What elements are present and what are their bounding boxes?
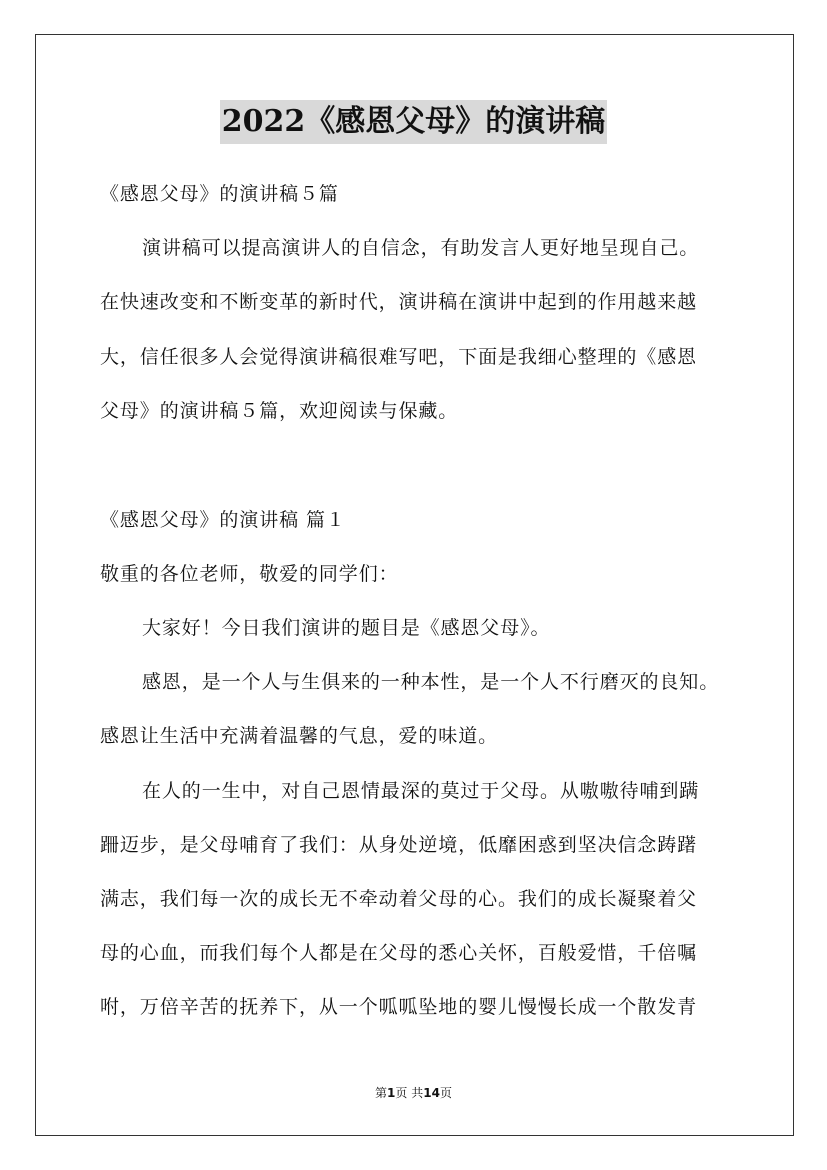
body-line: 感恩让生活中充满着温馨的气息，爱的味道。 [100,725,499,747]
subtitle: 《感恩父母》的演讲稿５篇 [100,183,339,205]
intro-line: 大，信任很多人会觉得演讲稿很难写吧，下面是我细心整理的《感恩 [100,346,698,368]
section-heading: 《感恩父母》的演讲稿 篇１ [100,509,346,531]
body-line: 大家好！今日我们演讲的题目是《感恩父母》。 [142,617,551,639]
body-line: 感恩，是一个人与生俱来的一种本性，是一个人不行磨灭的良知。 [142,671,720,693]
page-suffix: 页 [439,1086,452,1100]
document-title: 2022《感恩父母》的演讲稿 [220,100,608,144]
body-line: 满志，我们每一次的成长无不牵动着父母的心。我们的成长凝聚着父 [100,888,698,910]
page-prefix: 第 [375,1086,388,1100]
page-current: 1 [387,1086,396,1100]
body-line: 在人的一生中，对自己恩情最深的莫过于父母。从嗷嗷待哺到蹒 [142,780,700,802]
page-total: 14 [423,1086,440,1100]
title-container [0,100,827,144]
body-line: 咐，万倍辛苦的抚养下，从一个呱呱坠地的婴儿慢慢长成一个散发青 [100,996,698,1018]
body-line: 母的心血，而我们每个人都是在父母的悉心关怀，百般爱惜，千倍嘱 [100,942,698,964]
intro-line: 演讲稿可以提高演讲人的自信念，有助发言人更好地呈现自己。 [142,237,700,259]
intro-line: 在快速改变和不断变革的新时代，演讲稿在演讲中起到的作用越来越 [100,291,698,313]
page-mid: 页 共 [395,1086,424,1100]
body-line: 跚迈步，是父母哺育了我们：从身处逆境，低靡困惑到坚决信念踌躇 [100,834,698,856]
salutation: 敬重的各位老师，敬爱的同学们： [100,563,399,585]
intro-line: 父母》的演讲稿５篇，欢迎阅读与保藏。 [100,400,459,422]
page-footer [0,1084,827,1101]
